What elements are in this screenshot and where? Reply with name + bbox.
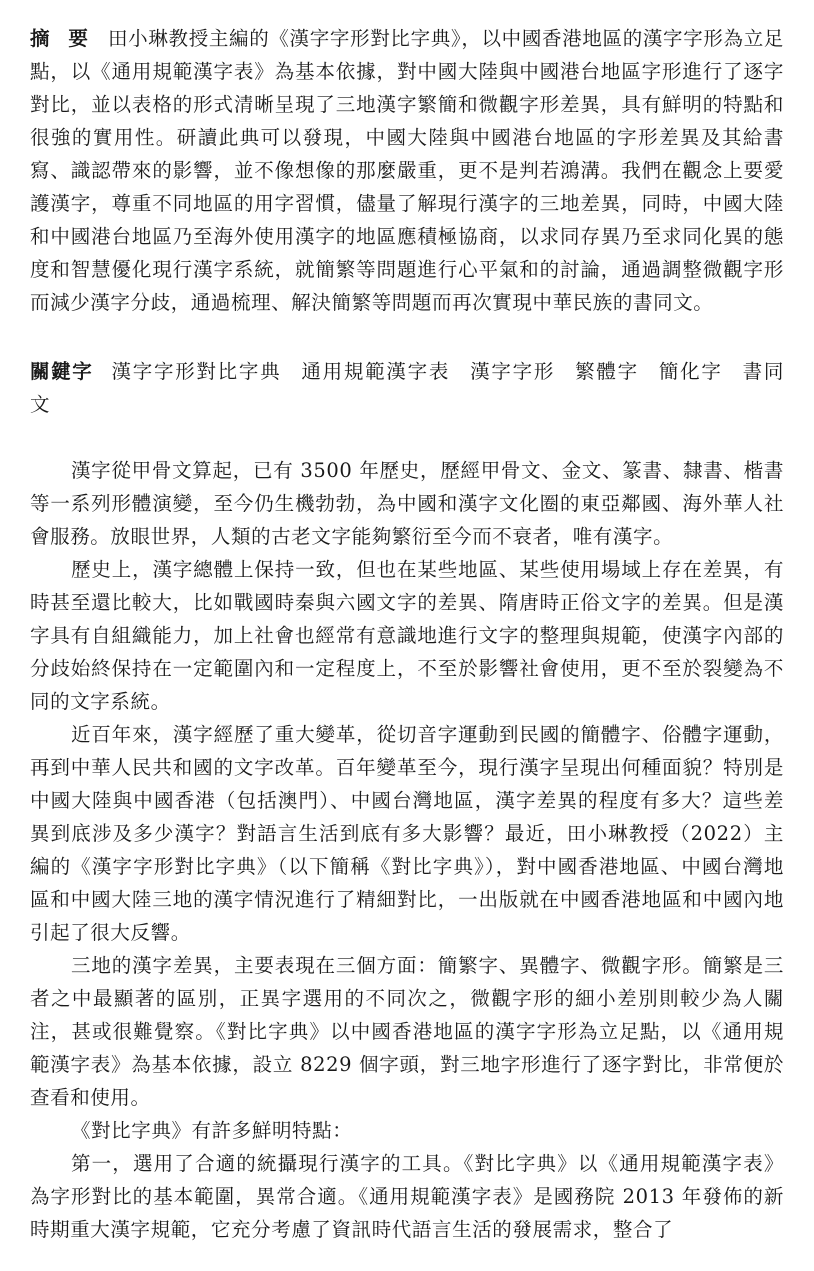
keyword: 書同文 <box>30 360 784 416</box>
keywords <box>30 355 784 421</box>
abstract-text: 田小琳教授主編的《漢字字形對比字典》，以中國香港地區的漢字字形為立足點，以《通用規範漢字表》為基本依據，對中國大陸與中國港台地區字形進行了逐字對比，並以表格的形式清晰呈現了三地漢字繁簡和微觀字形差異，具有鮮明的特點和很強的實用性。研讀此典可以發現，中國大陸與中國港台地區的字形差異及其給書寫、識認帶來的影響，並不像想像的那麼嚴重，更不是判若鴻溝。我們在觀念上要愛護漢字，尊重不同地區的用字習慣，儘量了解現行漢字的三地差異，同時，中國大陸和中國港台地區乃至海外使用漢字的地區應積極協商，以求同存異乃至求同化異的態度和智慧優化現行漢字系統，就簡繁等問題進行心平氣和的討論，通過調整微觀字形而減少漢字分歧，通過梳理、解決簡繁等問題而再次實現中華民族的書同文。 <box>30 27 785 314</box>
keyword: 繁體字 <box>575 360 639 383</box>
keyword: 漢字字形對比字典 <box>111 360 282 383</box>
body-paragraph: 漢字從甲骨文算起，已有 3500 年歷史，歷經甲骨文、金文、篆書、隸書、楷書等一系列形體演變，至今仍生機勃勃，為中國和漢字文化圈的東亞鄰國、海外華人社會服務。放眼世界，人類的古老文字能夠繁衍至今而不衰者，唯有漢字。 <box>30 459 784 548</box>
keyword: 簡化字 <box>658 360 723 383</box>
body-paragraph: 歷史上，漢字總體上保持一致，但也在某些地區、某些使用場域上存在差異，有時甚至還比較大，比如戰國時秦與六國文字的差異、隋唐時正俗文字的差異。但是漢字具有自組織能力，加上社會也經常有意識地進行文字的整理與規範，使漢字內部的分歧始終保持在一定範圍內和一定程度上，不至於影響社會使用，更不至於裂變為不同的文字系統。 <box>30 558 784 713</box>
keyword: 通用規範漢字表 <box>301 360 451 383</box>
body-paragraph: 第一，選用了合適的統攝現行漢字的工具。《對比字典》以《通用規範漢字表》為字形對比的基本範圍，異常合適。《通用規範漢字表》是國務院 2013 年發佈的新時期重大漢字規範，它充分考慮了資訊時代語言生活的發展需求，整合了 <box>30 1152 784 1241</box>
body-text <box>30 454 784 1246</box>
body-paragraph: 三地的漢字差異，主要表現在三個方面：簡繁字、異體字、微觀字形。簡繁是三者之中最顯著的區別，正異字選用的不同次之，微觀字形的細小差別則較少為人關注，甚或很難覺察。《對比字典》以中國香港地區的漢字字形為立足點，以《通用規範漢字表》為基本依據，設立 8229 個字頭，對三地字形進行了逐字對比，非常便於查看和使用。 <box>30 954 784 1109</box>
body-paragraph: 近百年來，漢字經歷了重大變革，從切音字運動到民國的簡體字、俗體字運動，再到中華人民共和國的文字改革。百年變革至今，現行漢字呈現出何種面貌？特別是中國大陸與中國香港（包括澳門）、中國台灣地區，漢字差異的程度有多大？這些差異到底涉及多少漢字？對語言生活到底有多大影響？最近，田小琳教授（2022）主編的《漢字字形對比字典》（以下簡稱《對比字典》），對中國香港地區、中國台灣地區和中國大陸三地的漢字情況進行了精細對比，一出版就在中國香港地區和中國內地引起了很大反響。 <box>30 723 784 944</box>
keywords-label: 關鍵字 <box>30 360 94 383</box>
abstract-label: 摘 要 <box>30 27 95 50</box>
body-paragraph: 《對比字典》有許多鮮明特點： <box>70 1119 353 1142</box>
keyword: 漢字字形 <box>470 360 556 383</box>
abstract <box>30 22 784 319</box>
